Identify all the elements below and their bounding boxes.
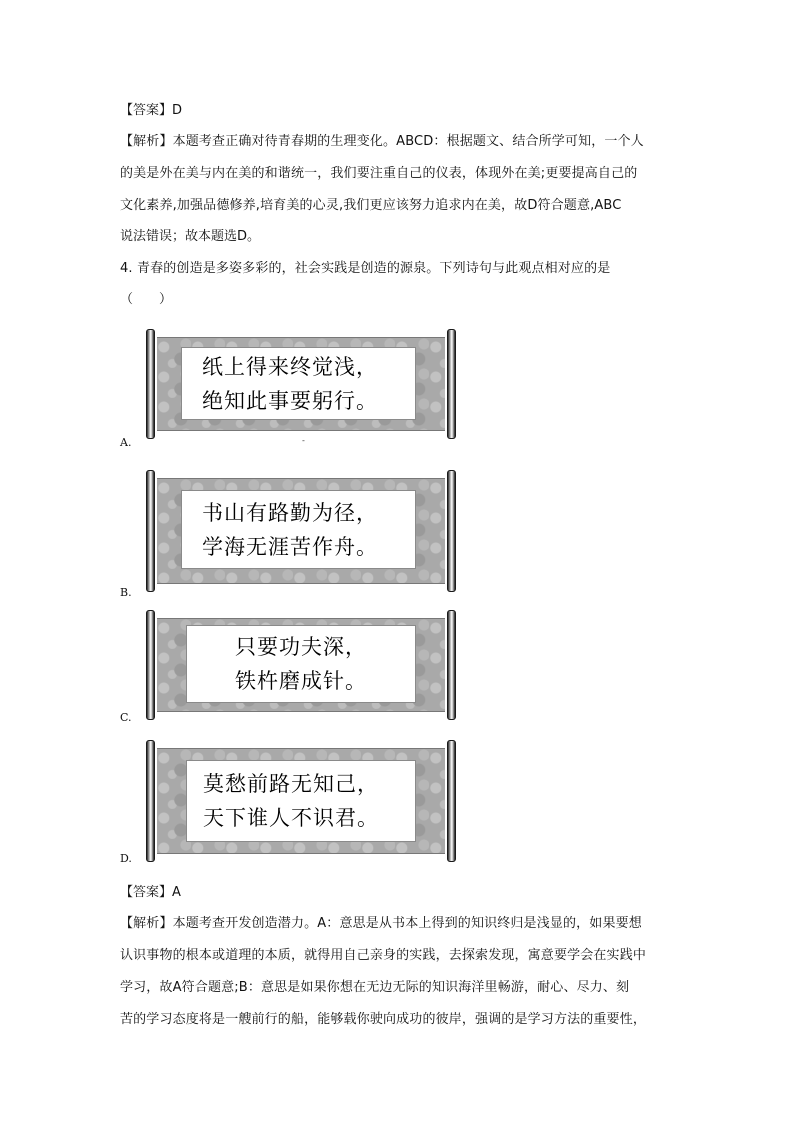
poem-line: 只要功夫深，: [235, 635, 367, 659]
scroll-rod: [146, 329, 155, 439]
poem-line: 莫愁前路无知己，: [203, 772, 379, 796]
analysis-tag: 【解析】: [120, 134, 173, 149]
analysis-line-4: 说法错误；故本题选D。: [120, 229, 261, 244]
poem-line: 学海无涯苦作舟。: [202, 534, 378, 559]
scroll-image-a: [146, 329, 456, 439]
answer-value: A: [172, 885, 181, 900]
option-letter-c: C.: [120, 711, 132, 724]
answer-line: [120, 883, 181, 903]
scroll-paper: [186, 625, 416, 703]
answer-value: D: [172, 103, 183, 118]
question-stem: 4. 青春的创造是多姿多彩的，社会实践是创造的源泉。下列诗句与此观点相对应的是: [120, 261, 611, 276]
poem-line: 铁杵磨成针。: [235, 669, 367, 693]
option-letter-a: A.: [120, 436, 132, 449]
analysis-line-1: 【解析】本题考查开发创造潜力。A：意思是从书本上得到的知识终归是浅显的，如果要想: [120, 916, 642, 931]
poem-line: 纸上得来终觉浅，: [202, 354, 378, 379]
scroll-rod: [447, 329, 456, 439]
answer-tag: 【答案】: [120, 885, 173, 900]
scroll-rod: [447, 470, 456, 592]
scroll-paper: [181, 490, 416, 569]
answer-line: [120, 101, 182, 121]
scroll-rod: [146, 610, 155, 720]
scroll-rod: [447, 740, 456, 862]
poem-line: 天下谁人不识君。: [203, 806, 379, 830]
analysis-line-2: 的美是外在美与内在美的和谐统一，我们要注重自己的仪表，体现外在美;更要提高自己的: [120, 166, 638, 181]
stray-mark: -: [302, 436, 305, 445]
scroll-rod: [146, 470, 155, 592]
poem-line: 书山有路勤为径，: [202, 500, 378, 525]
scroll-rod: [146, 740, 155, 862]
analysis-line-3: 学习，故A符合题意;B：意思是如果你想在无边无际的知识海洋里畅游，耐心、尽力、刻: [120, 980, 630, 995]
scroll-image-b: [146, 470, 456, 592]
analysis-line-2: 认识事物的根本或道理的本质，就得用自己亲身的实践，去探索发现，寓意要学会在实践中: [120, 948, 647, 963]
analysis-line-1: 【解析】本题考查正确对待青春期的生理变化。ABCD：根据题文、结合所学可知，一个人: [120, 134, 644, 149]
scroll-image-d: [146, 740, 456, 862]
scroll-paper: [186, 760, 416, 842]
scroll-paper: [181, 347, 416, 420]
analysis-line-4: 苦的学习态度将是一艘前行的船，能够载你驶向成功的彼岸，强调的是学习方法的重要性，: [120, 1012, 647, 1027]
option-letter-d: D.: [120, 852, 132, 865]
answer-tag: 【答案】: [120, 103, 173, 118]
option-letter-b: B.: [120, 586, 132, 599]
analysis-tag: 【解析】: [120, 916, 173, 931]
question-paren: （ ）: [120, 292, 173, 307]
analysis-line-3: 文化素养,加强品德修养,培育美的心灵,我们更应该努力追求内在美，故D符合题意,ABC: [120, 198, 622, 213]
scroll-rod: [447, 610, 456, 720]
scroll-image-c: [146, 610, 456, 720]
poem-line: 绝知此事要躬行。: [202, 388, 378, 413]
